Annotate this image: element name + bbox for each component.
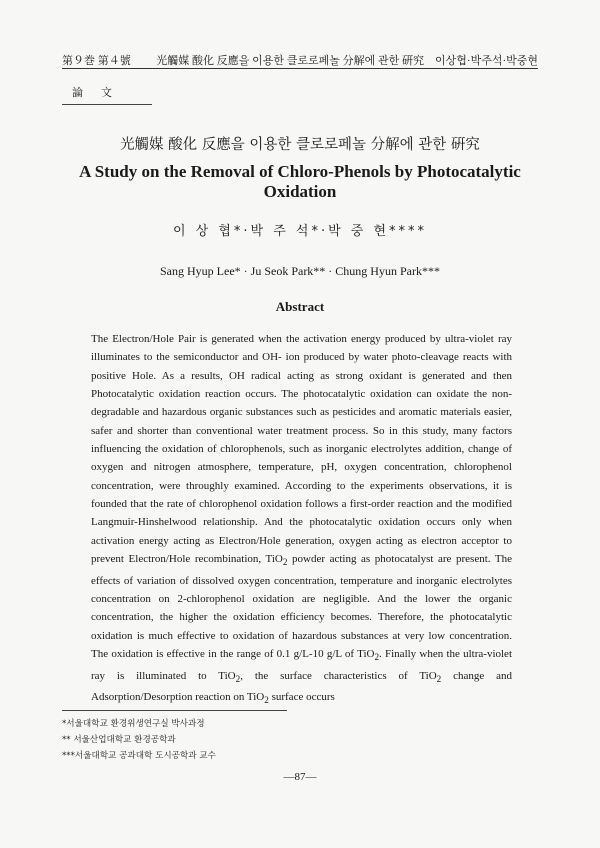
authors-korean: 이 상 협*·박 주 석*·박 중 현**** [172,224,428,239]
footnote-rule [62,710,287,711]
subscript: 2 [282,557,288,568]
abstract-text: powder acting as photocatalyst are present. The effects of variation of dissolved oxygen concentration, temperature and inorganic electrolytes concentration on 2-chlorophenol oxidation are negligible. And the lower the organic concentration, the higher the oxidation efficiency becomes. Therefore, the photocatalytic oxidation is much effective to oxidation of hazardous substances at very low concentration. The oxidation is effective in the range of 0.1 g/L-10 g/L of TiO [91,553,512,661]
subscript: 2 [235,673,241,684]
abstract-text: The Electron/Hole Pair is generated when the activation energy produced by ultra-violet ray illuminates to the semiconductor and OH- ion produced by water photo-cleavage reacts with positive Hole. As a results, OH radical acting as strong oxidant is generated and then Photocatalytic oxidation reaction occurs. The photocatalytic oxidation can oxidate the non-degradable and hazardous organic substances such as pesticides and aromatic materials easier, safer and shorter than conventional water treatment process. So in this study, many factors influencing the oxidation of chlorophenols, such as inorganic electrolytes addition, change of oxygen and nitrogen atmosphere, temperature, pH, oxygen concentration, chlorophenol concentration, were throughly examined. According to the experiments observations, it is founded that the rate of chlorophenol oxidation follows a first-order reaction and the modified Langmuir-Hinshelwood relationship. And the photocatalytic oxidation occurs only when activation energy acting as Electron/Hole generation, oxygen acting as electron acceptor to prevent Electron/Hole recombination, TiO [91,333,512,566]
footnote-2: ** 서울산업대학교 환경공학과 [62,735,176,745]
abstract-heading: Abstract [275,299,325,314]
footnotes [62,716,216,764]
footnote-1: *서울대학교 환경위생연구실 박사과정 [62,719,205,729]
running-header [62,50,538,68]
subscript: 2 [436,673,442,684]
section-rule [62,104,152,105]
section-label: 論文 [72,87,130,99]
running-title: 光觸媒 酸化 反應을 이용한 클로로페놀 分解에 관한 硏究 이상협·박주석·박중현 [156,55,538,67]
abstract-text: . Finally when the ultra-violet ray is illuminated to TiO [91,648,512,682]
footnote-3: ***서울대학교 공과대학 도시공학과 교수 [62,751,216,761]
abstract-text: change and Adsorption/Desorption reaction on TiO [91,669,512,704]
abstract-body [91,330,512,710]
abstract-text: surface occurs [268,691,335,704]
abstract-text: , the surface characteristics of TiO [240,669,437,682]
page-number: —87— [283,771,317,783]
subscript: 2 [264,695,269,706]
authors-english: Sang Hyup Lee* · Ju Seok Park** · Chung Hyun Park*** [160,264,440,278]
title-korean: 光觸媒 酸化 反應을 이용한 클로로페놀 分解에 관한 硏究 [120,137,480,153]
journal-issue: 第９巻 第４號 [62,55,131,67]
subscript: 2 [374,652,380,663]
title-english: A Study on the Removal of Chloro-Phenols by Photocatalytic Oxidation [79,162,521,201]
header-rule [62,68,538,69]
